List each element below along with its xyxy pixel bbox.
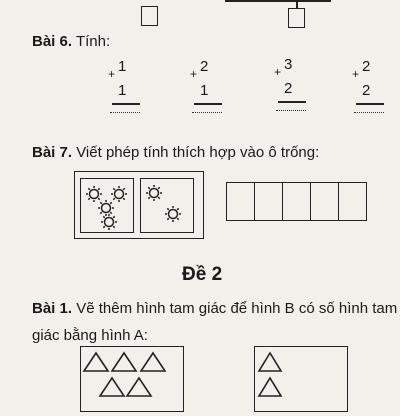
plus-sign: + [190,67,198,81]
triangle-icon [84,353,108,371]
plus-sign: + [108,67,116,81]
sun-icon [165,206,181,222]
plus-sign: + [274,65,282,79]
exercise-7-text: Viết phép tính thích hợp vào ô trống: [76,144,320,161]
exercise-1-text [32,295,400,349]
sum-line [112,103,140,105]
answer-box-2[interactable] [255,183,283,220]
exercise-6-text: Tính: [75,33,111,50]
addend-1: 2 [362,58,371,75]
answer-box-5[interactable] [339,183,366,220]
answer-box-top-right [288,8,305,28]
addend-2: 1 [118,82,127,99]
figure-b[interactable] [254,346,348,412]
sun-group-4 [81,179,133,232]
answer-box-3[interactable] [283,183,311,220]
addend-2: 2 [362,82,371,99]
exercise-7-heading [32,144,319,161]
addend-1: 1 [118,58,127,75]
picture-right-panel [140,178,194,233]
exercise-1-instruction: Vẽ thêm hình tam giác để hình B có số hình tam giác bằng hình A: [32,300,398,344]
addend-2: 1 [200,82,209,99]
triangle-icon [259,378,281,396]
column-sum-4 [352,58,392,128]
answer-dots[interactable] [276,110,306,111]
exercise-6-label: Bài 6. [32,33,73,50]
picture-left-panel [80,178,134,233]
exercise-7-label: Bài 7. [32,144,73,161]
answer-box-1[interactable] [227,183,255,220]
triangle-icon [141,353,165,371]
connector-line-top [225,0,331,2]
answer-dots[interactable] [354,112,384,113]
sum-line [194,103,222,105]
plus-sign: + [352,67,360,81]
sun-group-2 [141,179,193,232]
exercise-1-label: Bài 1. [32,300,73,317]
sun-icon [98,200,114,216]
sum-line [356,103,384,105]
answer-box-top-left [141,6,158,26]
triangle-icon [259,353,281,371]
column-sum-3 [274,56,314,126]
triangle-group-a [81,347,183,411]
sun-icon [146,185,162,201]
answer-dots[interactable] [192,112,222,113]
sum-line [278,101,306,103]
sun-icon [111,186,127,202]
triangle-icon [127,378,151,396]
sun-icon [101,214,117,230]
addend-2: 2 [284,80,293,97]
triangle-icon [112,353,136,371]
answer-box-4[interactable] [311,183,339,220]
triangle-group-b [255,347,347,411]
exercise-6-heading [32,33,110,50]
answer-dots[interactable] [110,112,140,113]
picture-frame [74,171,204,239]
triangle-icon [100,378,124,396]
column-sum-2 [190,58,230,128]
section-title: Đề 2 [182,264,223,285]
column-sum-1 [108,58,148,128]
addend-1: 3 [284,56,293,73]
answer-boxes [226,182,367,221]
addend-1: 2 [200,58,209,75]
figure-a [80,346,184,412]
sun-icon [86,186,102,202]
connector-stem-top [296,0,298,8]
